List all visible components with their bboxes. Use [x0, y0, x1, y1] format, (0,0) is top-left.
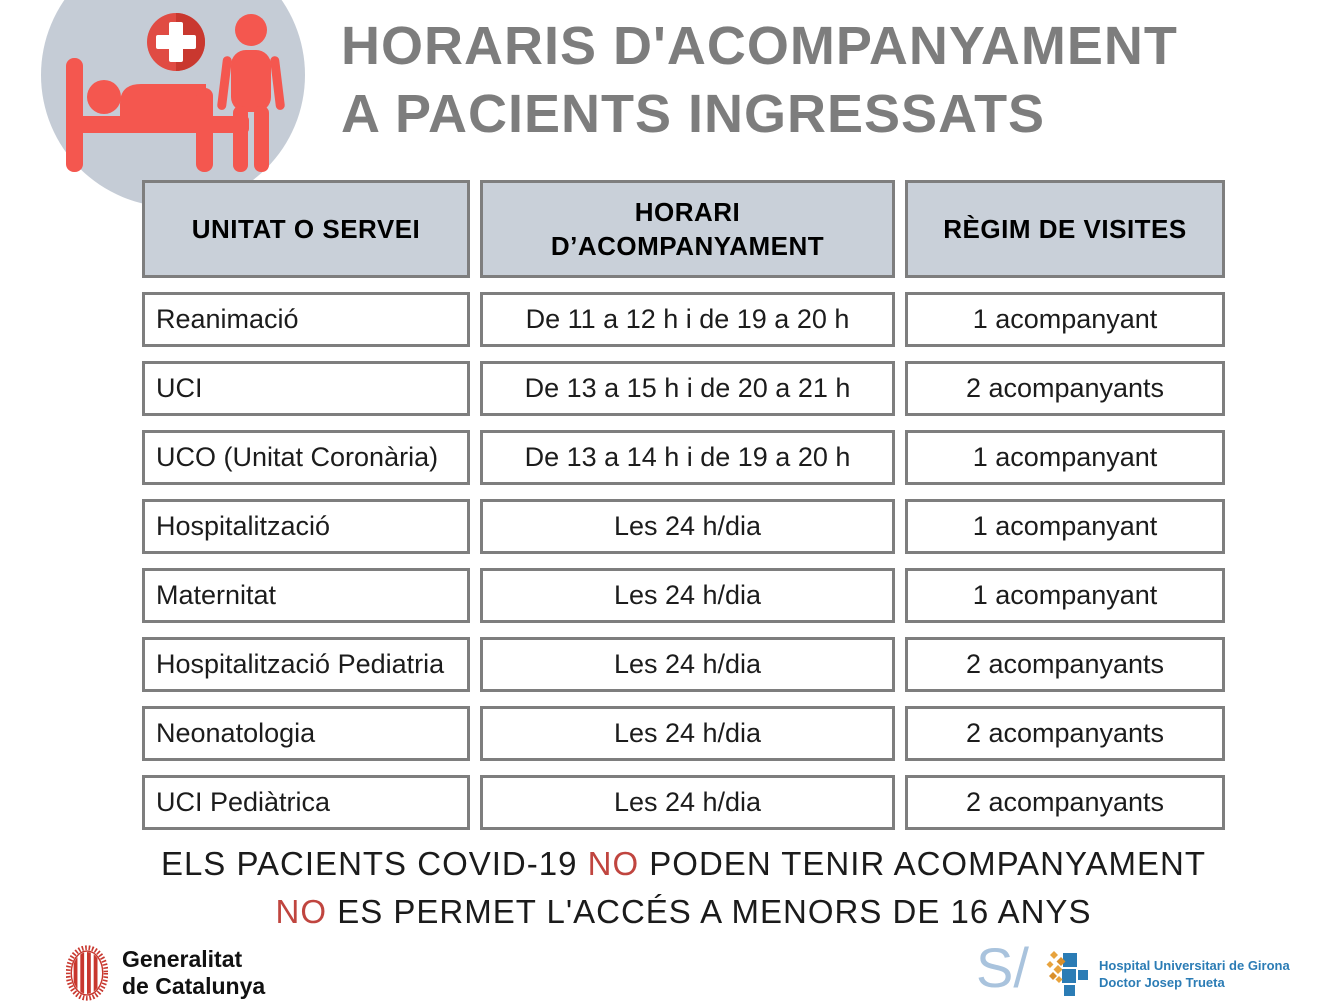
unit-cell: Maternitat: [142, 568, 470, 623]
hospital-logo: [1046, 950, 1290, 1000]
page-title-line2: A PACIENTS INGRESSATS: [341, 84, 1046, 144]
visits-cell: 2 acompanyants: [905, 775, 1225, 830]
hospital-wordmark: Hospital Universitari de Girona Doctor Josep Trueta: [1099, 958, 1290, 990]
generalitat-wordmark: Generalitat de Catalunya: [122, 946, 266, 999]
generalitat-shield-icon: [66, 944, 108, 1002]
medical-cross-icon: [147, 13, 205, 71]
unit-cell: Neonatologia: [142, 706, 470, 761]
generalitat-logo: [66, 944, 265, 1002]
schedule-cell: De 13 a 15 h i de 20 a 21 h: [480, 361, 895, 416]
schedule-cell: Les 24 h/dia: [480, 568, 895, 623]
schedule-cell: Les 24 h/dia: [480, 706, 895, 761]
visits-cell: 1 acompanyant: [905, 499, 1225, 554]
page-title: [341, 12, 1261, 148]
visits-cell: 1 acompanyant: [905, 430, 1225, 485]
no-highlight: NO: [275, 893, 328, 930]
visits-cell: 1 acompanyant: [905, 292, 1225, 347]
minors-note: NO ES PERMET L'ACCÉS A MENORS DE 16 ANYS: [275, 893, 1092, 930]
restriction-notes: [142, 840, 1225, 936]
unit-cell: UCI Pediàtrica: [142, 775, 470, 830]
schedule-cell: De 13 a 14 h i de 19 a 20 h: [480, 430, 895, 485]
schedule-cell: De 11 a 12 h i de 19 a 20 h: [480, 292, 895, 347]
unit-cell: UCI: [142, 361, 470, 416]
visits-cell: 2 acompanyants: [905, 361, 1225, 416]
unit-cell: Hospitalització: [142, 499, 470, 554]
column-header-visits: RÈGIM DE VISITES: [905, 180, 1225, 278]
salut-logo: S/: [976, 936, 1029, 999]
column-header-schedule: HORARI D’ACOMPANYAMENT: [480, 180, 895, 278]
unit-cell: UCO (Unitat Coronària): [142, 430, 470, 485]
visiting-hours-table: [142, 180, 1225, 830]
unit-cell: Hospitalització Pediatria: [142, 637, 470, 692]
no-highlight: NO: [587, 845, 640, 882]
visits-cell: 2 acompanyants: [905, 706, 1225, 761]
unit-cell: Reanimació: [142, 292, 470, 347]
page-title-line1: HORARIS D'ACOMPANYAMENT: [341, 16, 1178, 76]
visits-cell: 2 acompanyants: [905, 637, 1225, 692]
schedule-cell: Les 24 h/dia: [480, 637, 895, 692]
covid-note: ELS PACIENTS COVID-19 NO PODEN TENIR ACOMPANYAMENT: [160, 845, 1207, 882]
visits-cell: 1 acompanyant: [905, 568, 1225, 623]
schedule-cell: Les 24 h/dia: [480, 499, 895, 554]
ics-cross-icon: [1046, 950, 1090, 1000]
column-header-unit: UNITAT O SERVEI: [142, 180, 470, 278]
schedule-cell: Les 24 h/dia: [480, 775, 895, 830]
